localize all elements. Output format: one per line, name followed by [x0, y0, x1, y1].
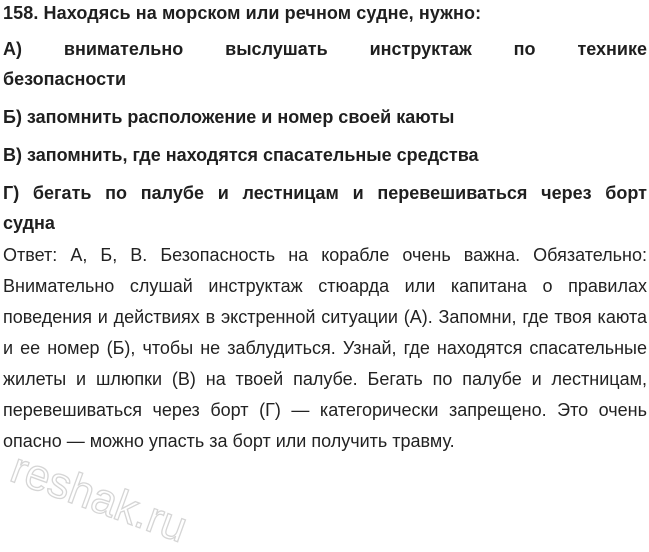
option-g-line1: Г) бегать по палубе и лестницам и перевешиваться через борт	[3, 183, 647, 203]
option-v: В) запомнить, где находятся спасательные средства	[3, 145, 479, 165]
option-b: Б) запомнить расположение и номер своей каюты	[3, 107, 455, 127]
option-a	[3, 34, 647, 94]
question-heading: 158. Находясь на морском или речном судне, нужно:	[3, 3, 482, 23]
option-g-line2: судна	[3, 213, 55, 233]
option-a-line2: безопасности	[3, 69, 127, 89]
option-g	[3, 178, 647, 238]
answer-text: Ответ: А, Б, В. Безопасность на корабле очень важна. Обязательно: Внимательно слушай инструктаж стюарда или капитана о правилах поведения и действиях в экстренной ситуации (А). Запомни, где твоя каюта и ее номер (Б), чтобы не заблудиться. Узнай, где находятся спасательные жилеты и шлюпки (В) на твоей палубе. Бегать по палубе и лестницам, перевешиваться через борт (Г) — категорически запрещено. Это очень опасно — можно упасть за борт или получить травму.	[3, 245, 647, 451]
watermark-text: reshak.ru	[4, 443, 194, 547]
option-a-line1: А) внимательно выслушать инструктаж по технике	[3, 39, 647, 59]
